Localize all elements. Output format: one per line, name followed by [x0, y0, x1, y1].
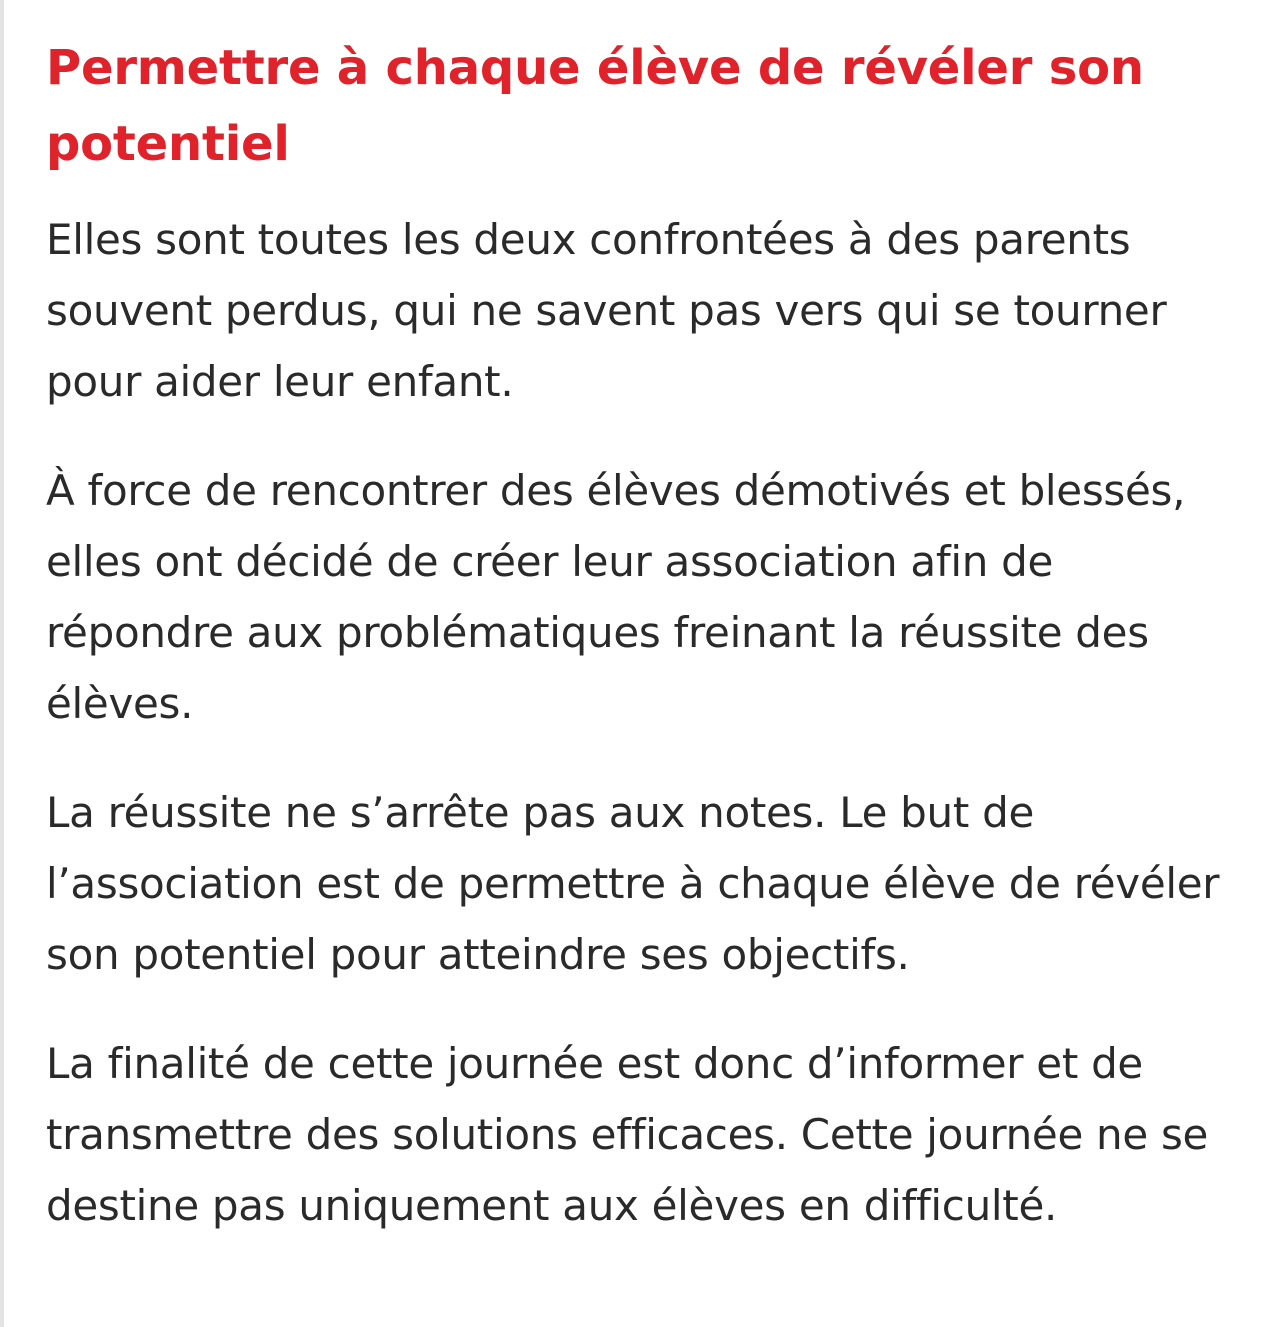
paragraph-finalite: La finalité de cette journée est donc d’informer et de transmettre des solutions efficaces. Cette journée ne se destine pas uniquement aux élèves en difficulté. [46, 1039, 1209, 1230]
page-left-border [0, 0, 4, 1327]
paragraph-reussite: La réussite ne s’arrête pas aux notes. Le but de l’association est de permettre à chaque élève de révéler son potentiel pour atteindre ses objectifs. [46, 788, 1220, 979]
section-heading: Permettre à chaque élève de révéler son potentiel [46, 40, 1144, 172]
article-body [46, 30, 1246, 1279]
paragraph-parents: Elles sont toutes les deux confrontées à des parents souvent perdus, qui ne savent pas vers qui se tourner pour aider leur enfant. [46, 215, 1167, 406]
paragraph-association: À force de rencontrer des élèves démotivés et blessés, elles ont décidé de créer leur association afin de répondre aux problématiques freinant la réussite des élèves. [46, 466, 1186, 728]
